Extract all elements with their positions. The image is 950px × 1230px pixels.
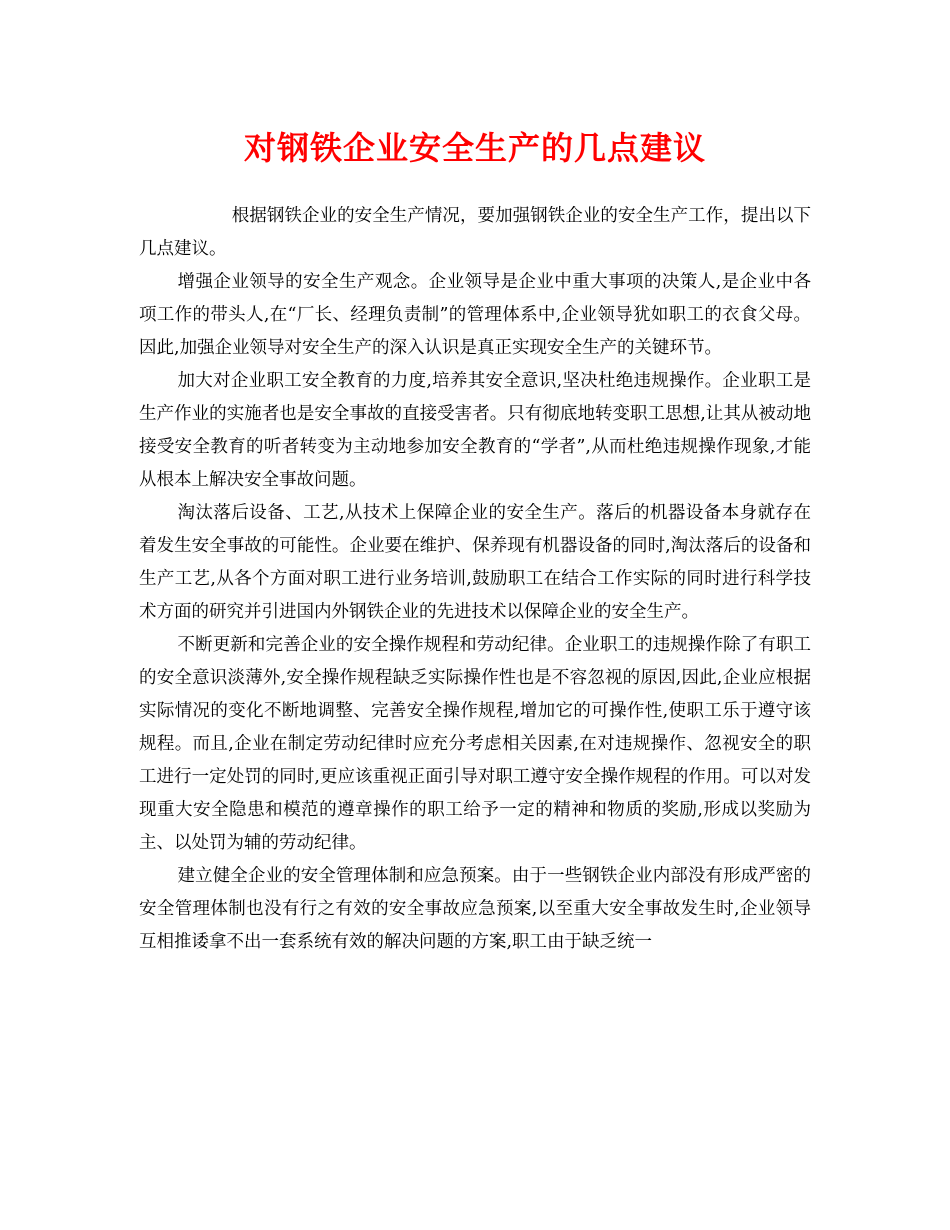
paragraph-management: 建立健全企业的安全管理体制和应急预案。由于一些钢铁企业内部没有形成严密的安全管理体制也没有行之有效的安全事故应急预案,以至重大安全事故发生时,企业领导互相推诿拿不出一套系统有效的解决问题的方案,职工由于缺乏统一 [139,866,811,952]
document-title: 对钢铁企业安全生产的几点建议 [243,129,706,167]
paragraph-equipment: 淘汰落后设备、工艺,从技术上保障企业的安全生产。落后的机器设备本身就存在着发生安全事故的可能性。企业要在维护、保养现有机器设备的同时,淘汰落后的设备和生产工艺,从各个方面对职工进行业务培训,鼓励职工在结合工作实际的同时进行科学技术方面的研究并引进国内外钢铁企业的先进技术以保障企业的安全生产。 [139,503,811,622]
paragraph-leadership: 增强企业领导的安全生产观念。企业领导是企业中重大事项的决策人,是企业中各项工作的带头人,在“厂长、经理负责制”的管理体系中,企业领导犹如职工的衣食父母。因此,加强企业领导对安全生产的深入认识是真正实现安全生产的关键环节。 [139,272,811,358]
paragraph-regulations: 不断更新和完善企业的安全操作规程和劳动纪律。企业职工的违规操作除了有职工的安全意识淡薄外,安全操作规程缺乏实际操作性也是不容忽视的原因,因此,企业应根据实际情况的变化不断地调整、完善安全操作规程,增加它的可操作性,使职工乐于遵守该规程。而且,企业在制定劳动纪律时应充分考虑相关因素,在对违规操作、忽视安全的职工进行一定处罚的同时,更应该重视正面引导对职工遵守安全操作规程的作用。可以对发现重大安全隐患和模范的遵章操作的职工给予一定的精神和物质的奖励,形成以奖励为主、以处罚为辅的劳动纪律。 [139,635,811,853]
document-body [139,200,811,959]
paragraph-education: 加大对企业职工安全教育的力度,培养其安全意识,坚决杜绝违规操作。企业职工是生产作业的实施者也是安全事故的直接受害者。只有彻底地转变职工思想,让其从被动地接受安全教育的听者转变为主动地参加安全教育的“学者”,从而杜绝违规操作现象,才能从根本上解决安全事故问题。 [139,371,811,490]
paragraph-intro: 根据钢铁企业的安全生产情况，要加强钢铁企业的安全生产工作，提出以下几点建议。 [139,206,811,259]
